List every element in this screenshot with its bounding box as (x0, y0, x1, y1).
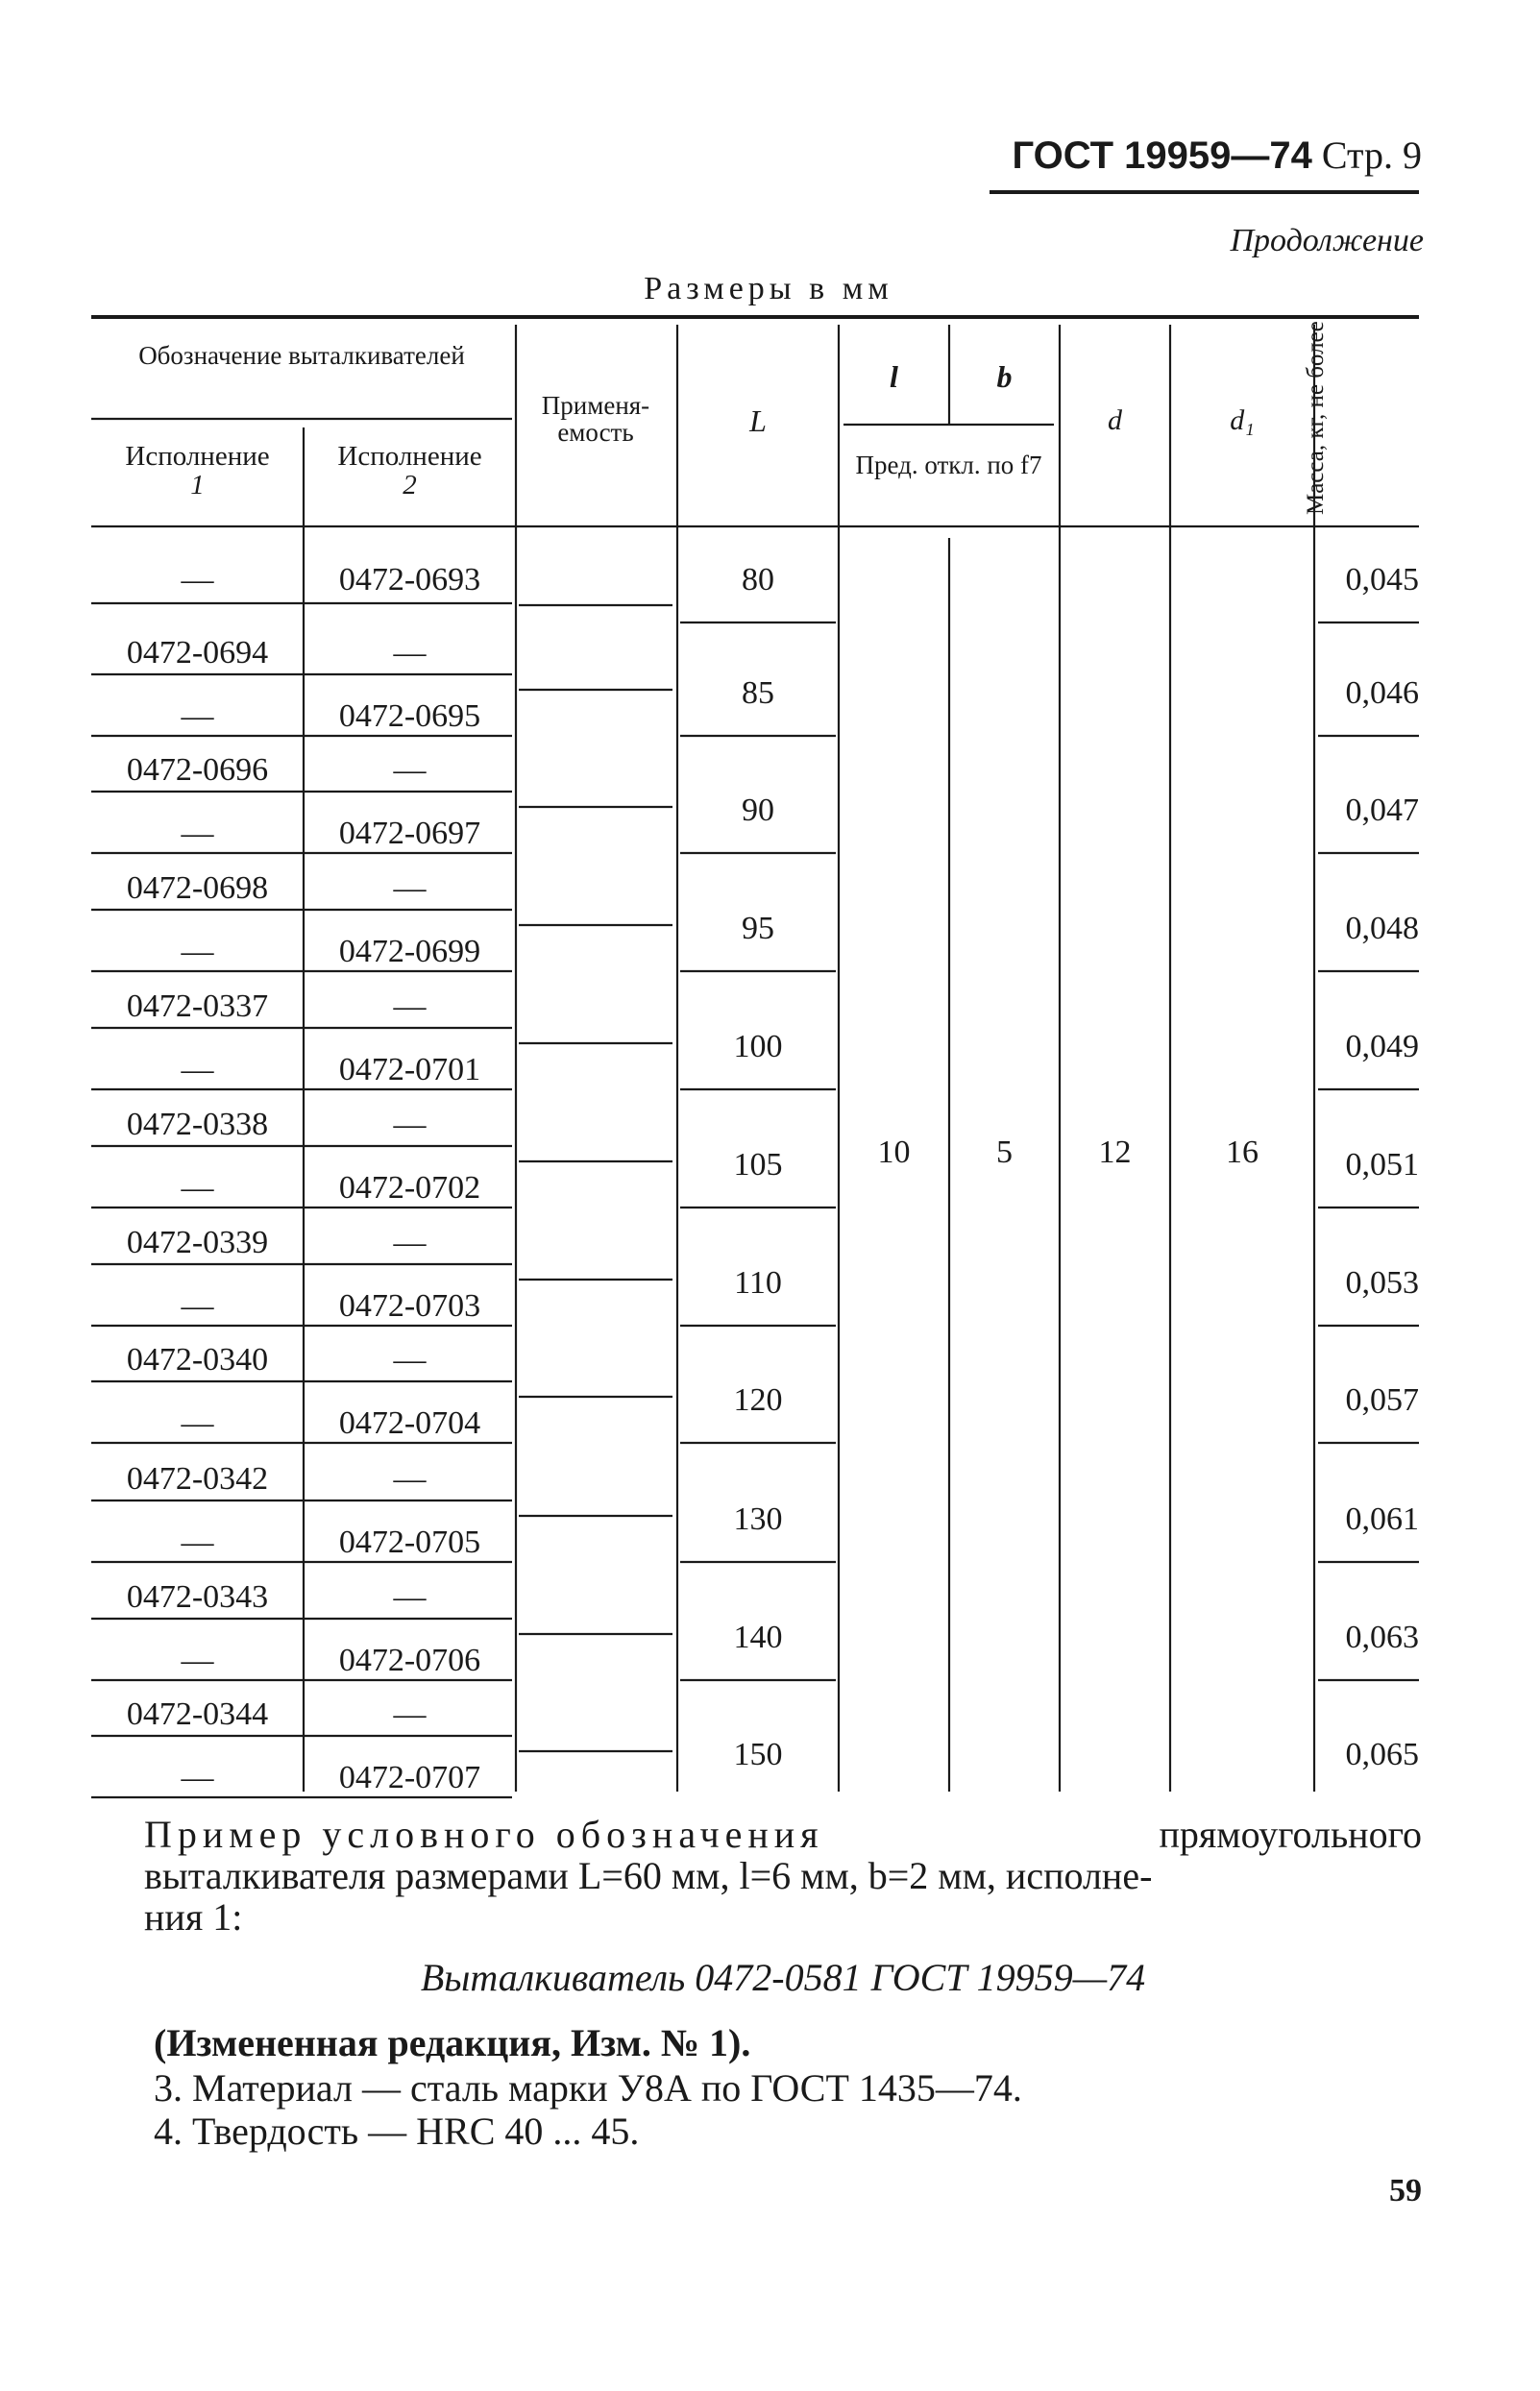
execution-2-cell: — (393, 752, 427, 788)
shared-d1-value: 16 (1226, 1135, 1259, 1170)
execution-1-cell: 0472-0344 (126, 1696, 269, 1732)
length-L-cell: 80 (742, 562, 774, 598)
mass-cell: 0,061 (1345, 1501, 1419, 1537)
mass-cell: 0,049 (1345, 1029, 1419, 1064)
mass-cell: 0,053 (1345, 1265, 1419, 1301)
page-number: 59 (1389, 2173, 1422, 2208)
execution-2-cell: 0472-0693 (338, 562, 481, 598)
execution-2-cell: 0472-0699 (338, 934, 481, 969)
header-applicability: Применя-емость (541, 391, 650, 448)
header-b: b (996, 359, 1013, 394)
execution-1-cell: 0472-0698 (126, 870, 269, 906)
header-mass: Масса, кг, не более (1302, 321, 1329, 516)
execution-2-cell: 0472-0706 (338, 1643, 481, 1678)
execution-1-cell: — (181, 1170, 214, 1206)
header-execution-2-number: 2 (403, 470, 417, 501)
length-L-cell: 130 (733, 1501, 783, 1537)
execution-1-cell: 0472-0337 (126, 988, 269, 1024)
execution-1-cell: — (181, 934, 214, 969)
execution-1-cell: — (181, 562, 214, 598)
length-L-cell: 120 (733, 1382, 783, 1418)
example-line-3: ния 1: (144, 1895, 243, 1939)
execution-1-cell: 0472-0338 (126, 1107, 269, 1142)
execution-2-cell: — (393, 1461, 427, 1497)
example-rest: прямоугольного (1159, 1813, 1422, 1856)
example-line-1 (144, 1814, 1422, 1855)
execution-1-cell: — (181, 1760, 214, 1795)
mass-cell: 0,047 (1345, 793, 1419, 828)
length-L-cell: 105 (733, 1147, 783, 1183)
header-tolerance: Пред. откл. по f7 (855, 451, 1042, 479)
header-execution-1-label: Исполнение (125, 441, 270, 472)
execution-2-cell: 0472-0695 (338, 698, 481, 734)
execution-2-cell: — (393, 870, 427, 906)
execution-2-cell: 0472-0707 (338, 1760, 481, 1795)
execution-1-cell: — (181, 1288, 214, 1324)
mass-cell: 0,045 (1345, 562, 1419, 598)
execution-2-cell: — (393, 1225, 427, 1260)
execution-1-cell: — (181, 816, 214, 851)
length-L-cell: 90 (742, 793, 774, 828)
execution-1-cell: 0472-0696 (126, 752, 269, 788)
header-execution-1-number: 1 (190, 470, 205, 501)
standard-number: ГОСТ 19959—74 (1012, 134, 1312, 177)
execution-1-cell: 0472-0343 (126, 1579, 269, 1615)
mass-cell: 0,057 (1345, 1382, 1419, 1418)
continuation-label: Продолжение (1230, 223, 1424, 258)
header-execution-2-label: Исполнение (337, 441, 482, 472)
execution-2-cell: — (393, 1579, 427, 1615)
header-d1: d₁ (1230, 404, 1255, 436)
item-hardness: 4. Твердость — HRC 40 ... 45. (154, 2110, 640, 2153)
mass-cell: 0,065 (1345, 1737, 1419, 1772)
header-execution-1 (91, 442, 304, 500)
execution-2-cell: 0472-0704 (338, 1405, 481, 1441)
length-L-cell: 140 (733, 1620, 783, 1655)
execution-2-cell: — (393, 635, 427, 671)
shared-d-value: 12 (1098, 1135, 1132, 1170)
execution-1-cell: 0472-0339 (126, 1225, 269, 1260)
execution-2-cell: 0472-0703 (338, 1288, 481, 1324)
execution-2-cell: 0472-0701 (338, 1052, 481, 1087)
header-designation: Обозначение выталкивателей (138, 341, 465, 370)
execution-2-cell: 0472-0702 (338, 1170, 481, 1206)
execution-2-cell: — (393, 1696, 427, 1732)
execution-2-cell: 0472-0705 (338, 1525, 481, 1560)
header-L: L (749, 403, 767, 438)
header-execution-2 (304, 442, 516, 500)
execution-1-cell: — (181, 1405, 214, 1441)
execution-1-cell: 0472-0342 (126, 1461, 269, 1497)
item-material: 3. Материал — сталь марки У8А по ГОСТ 1435—74. (154, 2066, 1022, 2110)
mass-cell: 0,063 (1345, 1620, 1419, 1655)
revision-note: (Измененная редакция, Изм. № 1). (154, 2021, 751, 2064)
execution-2-cell: — (393, 988, 427, 1024)
execution-2-cell: — (393, 1107, 427, 1142)
example-line-2: выталкивателя размерами L=60 мм, l=6 мм, b=2 мм, исполне- (144, 1854, 1153, 1897)
length-L-cell: 95 (742, 911, 774, 946)
example-designation: Выталкиватель 0472-0581 ГОСТ 19959—74 (420, 1956, 1146, 1999)
execution-2-cell: — (393, 1342, 427, 1378)
execution-1-cell: — (181, 698, 214, 734)
execution-1-cell: — (181, 1052, 214, 1087)
execution-1-cell: 0472-0694 (126, 635, 269, 671)
length-L-cell: 150 (733, 1737, 783, 1772)
mass-cell: 0,048 (1345, 911, 1419, 946)
units-caption: Размеры в мм (644, 271, 893, 306)
page-number-header: 9 (1403, 134, 1422, 177)
header-l: l (890, 359, 898, 394)
example-lead: Пример условного обозначения (144, 1813, 824, 1856)
execution-1-cell: — (181, 1525, 214, 1560)
mass-cell: 0,051 (1345, 1147, 1419, 1183)
mass-cell: 0,046 (1345, 675, 1419, 711)
length-L-cell: 100 (733, 1029, 783, 1064)
page-label: Стр. (1321, 134, 1393, 177)
length-L-cell: 110 (734, 1265, 782, 1301)
execution-1-cell: 0472-0340 (126, 1342, 269, 1378)
execution-2-cell: 0472-0697 (338, 816, 481, 851)
execution-1-cell: — (181, 1643, 214, 1678)
header-d: d (1108, 404, 1122, 436)
shared-l-value: 10 (877, 1135, 911, 1170)
shared-b-value: 5 (996, 1135, 1013, 1170)
length-L-cell: 85 (742, 675, 774, 711)
